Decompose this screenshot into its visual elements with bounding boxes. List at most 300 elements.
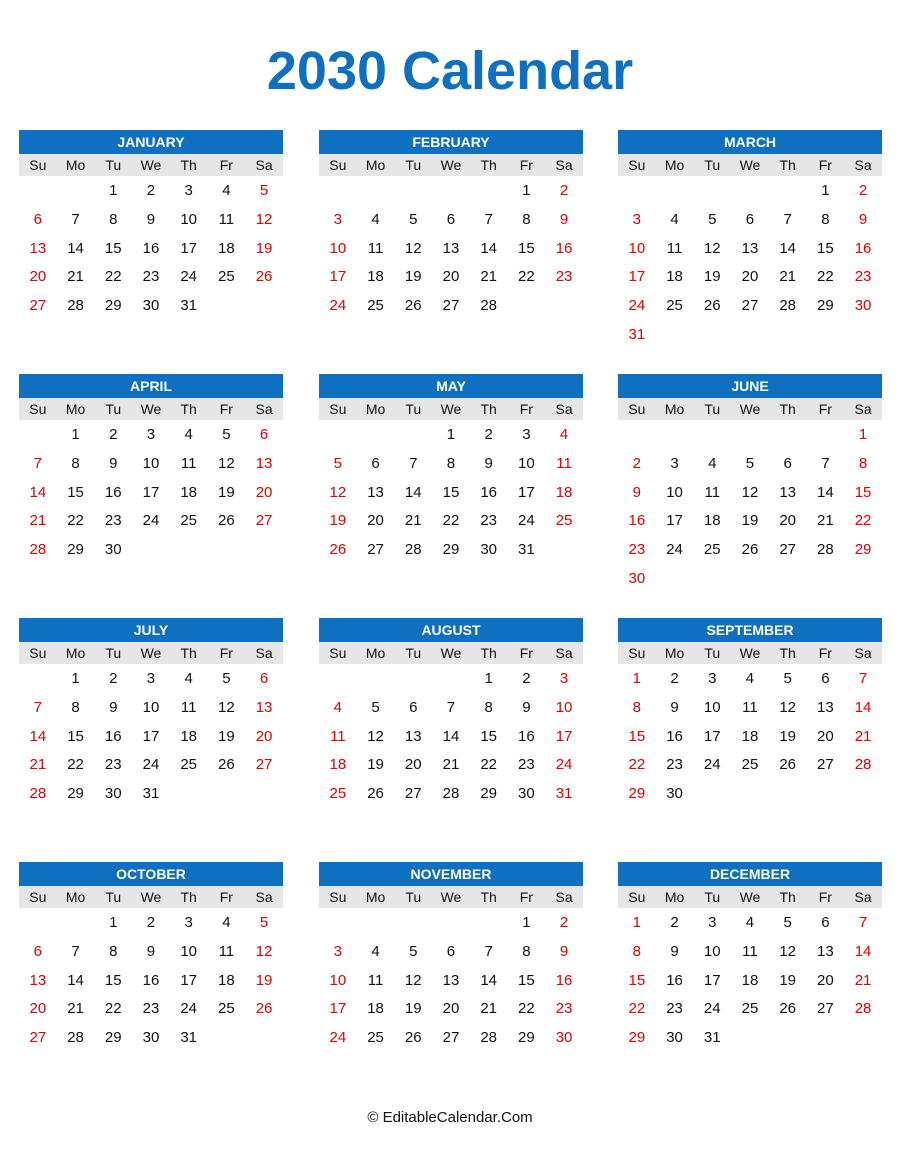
day-cell: 20 xyxy=(255,483,273,501)
day-cell: 25 xyxy=(555,512,573,530)
day-cell: 5 xyxy=(409,942,418,960)
weekday-label: Tu xyxy=(704,645,721,661)
day-cell: 21 xyxy=(480,268,497,286)
day-cell: 12 xyxy=(779,698,796,716)
empty-day xyxy=(656,421,694,450)
day-cell: 15 xyxy=(518,239,535,257)
month-header: OCTOBER xyxy=(19,862,283,886)
day-cell: 26 xyxy=(329,541,347,558)
weekday-label: Sa xyxy=(555,157,573,173)
weekday-label: Th xyxy=(480,889,497,905)
day-cell: 13 xyxy=(817,698,834,716)
day-cell: 29 xyxy=(104,1029,122,1046)
day-cell: 22 xyxy=(67,756,84,774)
week-row xyxy=(319,450,583,479)
day-cell: 29 xyxy=(104,297,122,314)
weekday-label: Sa xyxy=(555,401,573,417)
day-cell: 9 xyxy=(484,454,493,472)
month-december xyxy=(618,862,882,1053)
day-cell: 15 xyxy=(628,727,646,745)
day-cell: 2 xyxy=(522,670,531,687)
day-cell: 12 xyxy=(218,454,235,472)
week-row xyxy=(319,507,583,536)
weekday-label: Th xyxy=(180,401,197,417)
day-cell: 30 xyxy=(518,785,535,802)
weekday-label: Th xyxy=(180,157,197,173)
weekday-label: Mo xyxy=(65,401,86,417)
weekday-label: Su xyxy=(29,157,47,173)
day-cell: 27 xyxy=(29,1029,47,1046)
day-cell: 25 xyxy=(329,785,347,802)
empty-day xyxy=(432,909,470,938)
weekday-label: We xyxy=(140,401,162,417)
day-cell: 16 xyxy=(142,239,160,257)
day-cell: 13 xyxy=(442,971,460,989)
day-cell: 1 xyxy=(522,182,531,199)
day-cell: 23 xyxy=(555,1000,573,1018)
day-cell: 11 xyxy=(218,942,235,960)
day-cell: 15 xyxy=(67,727,84,745)
day-cell: 2 xyxy=(559,914,569,931)
day-cell: 30 xyxy=(666,1029,683,1046)
day-cell: 12 xyxy=(741,483,759,501)
day-cell: 12 xyxy=(255,942,273,960)
day-cell: 20 xyxy=(779,512,796,530)
day-cell: 28 xyxy=(480,297,497,314)
day-cell: 5 xyxy=(259,182,269,199)
day-cell: 25 xyxy=(180,756,197,774)
week-row xyxy=(618,450,882,479)
day-cell: 3 xyxy=(146,426,156,443)
weekday-label: Su xyxy=(628,157,646,173)
weekday-label: We xyxy=(739,157,761,173)
day-cell: 14 xyxy=(29,727,47,745)
day-cell: 12 xyxy=(218,698,235,716)
day-cell: 10 xyxy=(703,698,721,716)
day-cell: 5 xyxy=(259,914,269,931)
weekday-label: Th xyxy=(779,889,796,905)
week-row xyxy=(19,1024,283,1053)
week-row xyxy=(618,206,882,235)
day-cell: 12 xyxy=(404,239,422,257)
day-cell: 21 xyxy=(854,727,872,745)
day-cell: 8 xyxy=(109,210,118,228)
day-cell: 19 xyxy=(404,1000,422,1018)
day-cell: 11 xyxy=(704,483,721,501)
day-cell: 21 xyxy=(442,756,460,774)
day-cell: 7 xyxy=(858,670,868,687)
day-cell: 24 xyxy=(518,512,535,530)
week-row xyxy=(319,909,583,938)
day-cell: 23 xyxy=(555,268,573,286)
day-cell: 11 xyxy=(367,971,384,989)
day-cell: 5 xyxy=(371,698,380,716)
day-cell: 17 xyxy=(628,268,646,286)
week-row xyxy=(618,292,882,321)
day-cell: 8 xyxy=(632,942,642,960)
day-cell: 26 xyxy=(741,541,759,558)
day-cell: 18 xyxy=(741,971,759,989)
day-cell: 20 xyxy=(442,1000,460,1018)
weekday-label: Fr xyxy=(219,645,233,661)
day-cell: 26 xyxy=(255,268,273,286)
empty-day xyxy=(19,665,57,694)
day-cell: 6 xyxy=(821,914,830,931)
day-cell: 14 xyxy=(29,483,47,501)
day-cell: 9 xyxy=(632,483,642,501)
week-row xyxy=(319,967,583,996)
day-cell: 2 xyxy=(109,426,118,443)
day-cell: 25 xyxy=(367,297,384,314)
week-row xyxy=(618,665,882,694)
empty-day xyxy=(357,665,395,694)
day-cell: 17 xyxy=(555,727,573,745)
day-cell: 11 xyxy=(742,698,758,716)
day-cell: 23 xyxy=(666,1000,683,1018)
day-cell: 19 xyxy=(218,727,235,745)
footer-credit: © EditableCalendar.Com xyxy=(367,1109,533,1126)
month-july xyxy=(19,618,283,809)
day-cell: 21 xyxy=(779,268,796,286)
day-cell: 16 xyxy=(555,971,573,989)
day-cell: 28 xyxy=(67,1029,84,1046)
week-row xyxy=(319,694,583,723)
day-cell: 21 xyxy=(817,512,834,530)
day-cell: 6 xyxy=(446,210,456,228)
weekday-label: Mo xyxy=(365,401,386,417)
week-row xyxy=(19,479,283,508)
day-cell: 3 xyxy=(708,670,717,687)
day-cell: 8 xyxy=(109,942,118,960)
day-cell: 26 xyxy=(779,756,796,774)
day-cell: 6 xyxy=(33,942,43,960)
day-cell: 18 xyxy=(666,268,683,286)
day-cell: 23 xyxy=(628,541,646,558)
weekday-label: Fr xyxy=(818,645,832,661)
day-cell: 10 xyxy=(666,483,683,501)
week-row xyxy=(19,909,283,938)
empty-day xyxy=(357,421,395,450)
day-cell: 26 xyxy=(703,297,721,314)
day-cell: 20 xyxy=(29,1000,47,1018)
day-cell: 3 xyxy=(670,454,679,472)
empty-day xyxy=(319,421,357,450)
weekday-label: Th xyxy=(779,401,796,417)
day-cell: 10 xyxy=(142,454,160,472)
month-header: AUGUST xyxy=(319,618,583,642)
day-cell: 21 xyxy=(29,512,47,530)
week-row xyxy=(618,421,882,450)
day-cell: 7 xyxy=(71,210,80,228)
day-cell: 23 xyxy=(854,268,872,286)
week-row xyxy=(618,694,882,723)
week-row xyxy=(319,780,583,809)
day-cell: 27 xyxy=(404,785,422,802)
weekday-label: Mo xyxy=(65,889,86,905)
empty-day xyxy=(357,177,395,206)
day-cell: 4 xyxy=(184,426,193,443)
day-cell: 20 xyxy=(817,727,834,745)
day-cell: 7 xyxy=(484,210,493,228)
day-cell: 16 xyxy=(104,483,122,501)
weekday-label: We xyxy=(440,889,462,905)
month-header: NOVEMBER xyxy=(319,862,583,886)
day-cell: 8 xyxy=(71,454,80,472)
day-cell: 2 xyxy=(670,914,679,931)
day-cell: 5 xyxy=(745,454,755,472)
day-cell: 7 xyxy=(71,942,80,960)
day-cell: 17 xyxy=(703,971,721,989)
day-cell: 31 xyxy=(628,325,646,343)
day-cell: 9 xyxy=(109,698,118,716)
weekday-label: Th xyxy=(779,645,796,661)
day-cell: 13 xyxy=(255,698,273,716)
day-cell: 1 xyxy=(821,182,830,199)
week-row xyxy=(618,263,882,292)
weekday-label: Fr xyxy=(519,645,533,661)
month-february xyxy=(319,130,583,321)
day-cell: 1 xyxy=(484,670,493,687)
day-cell: 12 xyxy=(329,483,347,501)
day-cell: 24 xyxy=(628,297,646,314)
day-cell: 25 xyxy=(741,1000,759,1018)
day-cell: 10 xyxy=(180,942,197,960)
weekday-label: Su xyxy=(628,401,646,417)
weekday-label: Su xyxy=(29,401,47,417)
day-cell: 16 xyxy=(142,971,160,989)
weekday-label: Tu xyxy=(405,401,422,417)
day-cell: 20 xyxy=(29,268,47,286)
day-cell: 15 xyxy=(67,483,84,501)
day-cell: 14 xyxy=(854,698,872,716)
weekday-label: We xyxy=(140,157,162,173)
day-cell: 16 xyxy=(555,239,573,257)
day-cell: 7 xyxy=(33,454,43,472)
day-cell: 13 xyxy=(29,239,47,257)
day-cell: 21 xyxy=(404,512,422,530)
day-cell: 22 xyxy=(518,1000,535,1018)
weekday-row xyxy=(618,642,882,664)
day-cell: 11 xyxy=(330,727,346,745)
day-cell: 27 xyxy=(255,756,273,774)
day-cell: 22 xyxy=(628,756,646,774)
day-cell: 19 xyxy=(741,512,759,530)
day-cell: 21 xyxy=(67,268,84,286)
empty-day xyxy=(19,909,57,938)
weekday-label: Mo xyxy=(365,889,386,905)
weekday-label: Tu xyxy=(105,401,122,417)
day-cell: 18 xyxy=(218,239,235,257)
week-row xyxy=(618,938,882,967)
day-cell: 23 xyxy=(142,268,160,286)
empty-day xyxy=(357,909,395,938)
day-cell: 11 xyxy=(556,454,572,472)
month-april xyxy=(19,374,283,565)
day-cell: 24 xyxy=(142,756,160,774)
day-cell: 27 xyxy=(367,541,384,558)
day-cell: 28 xyxy=(480,1029,497,1046)
day-cell: 14 xyxy=(67,971,84,989)
weekday-row xyxy=(319,398,583,420)
day-cell: 24 xyxy=(180,268,197,286)
day-cell: 20 xyxy=(255,727,273,745)
weekday-label: Sa xyxy=(255,645,273,661)
weekday-label: Tu xyxy=(704,401,721,417)
day-cell: 25 xyxy=(703,541,721,558)
day-cell: 14 xyxy=(779,239,796,257)
empty-day xyxy=(693,421,731,450)
weekday-label: We xyxy=(440,157,462,173)
day-cell: 17 xyxy=(180,239,197,257)
day-cell: 23 xyxy=(518,756,535,774)
day-cell: 2 xyxy=(146,182,156,199)
week-row xyxy=(19,421,283,450)
weekday-label: Mo xyxy=(664,157,685,173)
week-row xyxy=(618,479,882,508)
day-cell: 19 xyxy=(779,971,796,989)
day-cell: 17 xyxy=(666,512,683,530)
day-cell: 17 xyxy=(329,268,347,286)
day-cell: 7 xyxy=(858,914,868,931)
day-cell: 20 xyxy=(404,756,422,774)
week-row xyxy=(319,177,583,206)
day-cell: 24 xyxy=(703,1000,721,1018)
week-row xyxy=(618,780,882,809)
day-cell: 29 xyxy=(628,785,646,802)
day-cell: 25 xyxy=(218,1000,235,1018)
weekday-row xyxy=(319,886,583,908)
weekday-label: Su xyxy=(628,645,646,661)
day-cell: 19 xyxy=(255,971,273,989)
weekday-label: Fr xyxy=(818,889,832,905)
day-cell: 24 xyxy=(142,512,160,530)
week-row xyxy=(319,536,583,565)
empty-day xyxy=(319,177,357,206)
empty-day xyxy=(394,421,432,450)
day-cell: 11 xyxy=(742,942,758,960)
day-cell: 15 xyxy=(442,483,460,501)
weekday-label: Sa xyxy=(255,889,273,905)
weekday-label: Th xyxy=(180,645,197,661)
day-cell: 30 xyxy=(480,541,497,558)
day-cell: 24 xyxy=(329,297,347,314)
day-cell: 22 xyxy=(480,756,497,774)
weekday-label: We xyxy=(739,401,761,417)
week-row xyxy=(618,909,882,938)
day-cell: 7 xyxy=(446,698,456,716)
day-cell: 27 xyxy=(817,756,834,774)
day-cell: 18 xyxy=(741,727,759,745)
day-cell: 22 xyxy=(854,512,872,530)
day-cell: 5 xyxy=(708,210,717,228)
day-cell: 16 xyxy=(480,483,497,501)
day-cell: 28 xyxy=(67,297,84,314)
weekday-label: Su xyxy=(29,889,47,905)
weekday-label: Th xyxy=(180,889,197,905)
day-cell: 15 xyxy=(104,971,122,989)
empty-day xyxy=(693,177,731,206)
day-cell: 30 xyxy=(142,297,160,314)
day-cell: 26 xyxy=(404,297,422,314)
day-cell: 26 xyxy=(779,1000,796,1018)
day-cell: 21 xyxy=(67,1000,84,1018)
day-cell: 30 xyxy=(142,1029,160,1046)
week-row xyxy=(19,694,283,723)
empty-day xyxy=(394,909,432,938)
day-cell: 15 xyxy=(817,239,834,257)
day-cell: 28 xyxy=(442,785,460,802)
day-cell: 13 xyxy=(442,239,460,257)
day-cell: 28 xyxy=(854,756,872,774)
empty-day xyxy=(731,421,769,450)
day-cell: 2 xyxy=(109,670,118,687)
day-cell: 12 xyxy=(404,971,422,989)
weekday-label: Su xyxy=(329,401,347,417)
day-cell: 7 xyxy=(484,942,493,960)
empty-day xyxy=(618,177,656,206)
day-cell: 28 xyxy=(779,297,796,314)
empty-day xyxy=(470,177,508,206)
day-cell: 10 xyxy=(555,698,573,716)
empty-day xyxy=(432,177,470,206)
day-cell: 13 xyxy=(779,483,796,501)
week-row xyxy=(618,235,882,264)
day-cell: 4 xyxy=(222,914,231,931)
weekday-label: Sa xyxy=(555,889,573,905)
day-cell: 17 xyxy=(142,483,160,501)
day-cell: 2 xyxy=(632,454,642,472)
day-cell: 9 xyxy=(146,942,156,960)
empty-day xyxy=(19,421,57,450)
week-row xyxy=(618,751,882,780)
month-header: SEPTEMBER xyxy=(618,618,882,642)
day-cell: 25 xyxy=(741,756,759,774)
empty-day xyxy=(432,665,470,694)
weekday-row xyxy=(618,154,882,176)
day-cell: 29 xyxy=(67,541,84,558)
day-cell: 22 xyxy=(104,268,122,286)
month-header: DECEMBER xyxy=(618,862,882,886)
day-cell: 10 xyxy=(628,239,646,257)
week-row xyxy=(319,995,583,1024)
day-cell: 18 xyxy=(367,1000,384,1018)
day-cell: 6 xyxy=(745,210,755,228)
day-cell: 6 xyxy=(33,210,43,228)
weekday-label: Th xyxy=(480,401,497,417)
week-row xyxy=(19,292,283,321)
day-cell: 30 xyxy=(104,785,122,802)
day-cell: 2 xyxy=(484,426,493,443)
day-cell: 3 xyxy=(708,914,717,931)
day-cell: 4 xyxy=(745,914,755,931)
month-september xyxy=(618,618,882,809)
day-cell: 26 xyxy=(404,1029,422,1046)
day-cell: 12 xyxy=(703,239,721,257)
weekday-label: Mo xyxy=(365,157,386,173)
day-cell: 30 xyxy=(854,297,872,314)
weekday-row xyxy=(19,642,283,664)
weekday-label: Fr xyxy=(219,157,233,173)
day-cell: 19 xyxy=(367,756,384,774)
day-cell: 30 xyxy=(555,1029,573,1046)
month-january xyxy=(19,130,283,321)
empty-day xyxy=(319,665,357,694)
day-cell: 8 xyxy=(821,210,830,228)
day-cell: 24 xyxy=(666,541,683,558)
day-cell: 3 xyxy=(522,426,531,443)
week-row xyxy=(19,206,283,235)
day-cell: 14 xyxy=(404,483,422,501)
